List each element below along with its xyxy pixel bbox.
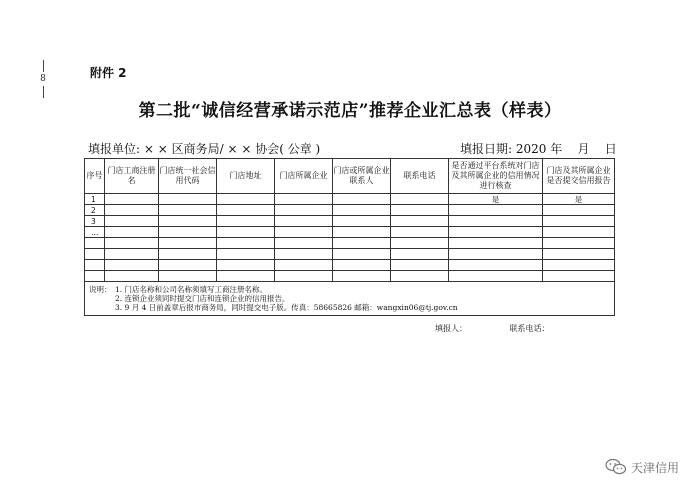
table-cell	[391, 205, 449, 216]
table-cell	[543, 216, 615, 227]
table-cell	[275, 249, 333, 260]
table-cell	[105, 249, 159, 260]
row-index-cell	[85, 249, 105, 260]
table-cell	[275, 216, 333, 227]
header-store-address: 门店地址	[217, 159, 275, 194]
table-cell	[391, 271, 449, 282]
table-cell	[105, 227, 159, 238]
note-line-1	[89, 285, 610, 294]
table-cell	[449, 271, 543, 282]
contact-phone-label: 联系电话：	[509, 324, 550, 333]
table-cell	[275, 271, 333, 282]
row-index-cell	[85, 260, 105, 271]
page-number-bar-top	[43, 60, 44, 72]
table-cell	[449, 216, 543, 227]
table-cell	[217, 227, 275, 238]
table-cell	[543, 238, 615, 249]
notes-row	[85, 282, 615, 316]
table-cell	[333, 249, 391, 260]
table-cell	[333, 216, 391, 227]
table-cell	[105, 260, 159, 271]
table-row	[85, 260, 615, 271]
row-index-cell: …	[85, 227, 105, 238]
table-cell	[543, 205, 615, 216]
table-cell	[391, 216, 449, 227]
row-index-cell: 1	[85, 194, 105, 205]
note-line-2	[89, 294, 610, 303]
table-cell	[333, 238, 391, 249]
table-cell	[449, 238, 543, 249]
table-cell	[391, 260, 449, 271]
attachment-label: 附件 2	[90, 66, 127, 80]
table-row	[85, 194, 615, 205]
table-cell	[105, 238, 159, 249]
document-title: 第二批“诚信经营承诺示范店”推荐企业汇总表（样表）	[138, 101, 562, 121]
fill-date: 填报日期: 2020 年 月 日	[460, 142, 617, 156]
table-cell	[159, 271, 217, 282]
table-row	[85, 249, 615, 260]
header-credit-check: 是否通过平台系统对门店及其所属企业的信用情况进行核查	[449, 159, 543, 194]
table-row	[85, 216, 615, 227]
row-index-cell: 2	[85, 205, 105, 216]
note-item-3: 3. 9 月 4 日前盖章后报市商务局，同时提交电子版。传真：58665826 邮箱：wangxin06@tj.gov.cn	[115, 303, 458, 312]
table-row	[85, 238, 615, 249]
table-cell	[543, 249, 615, 260]
row-index-cell: 3	[85, 216, 105, 227]
note-line-3	[89, 303, 610, 312]
table-cell	[543, 227, 615, 238]
table-cell	[217, 238, 275, 249]
table-row	[85, 271, 615, 282]
wechat-icon	[605, 458, 627, 476]
watermark-text: 天津信用	[630, 460, 679, 475]
table-cell	[159, 260, 217, 271]
table-cell	[391, 238, 449, 249]
table-cell	[159, 227, 217, 238]
header-credit-report: 门店及其所属企业是否提交信用报告	[543, 159, 615, 194]
table-cell	[105, 216, 159, 227]
table-cell	[275, 227, 333, 238]
table-cell	[391, 194, 449, 205]
header-contact-person: 门店或所属企业联系人	[333, 159, 391, 194]
fill-unit: 填报单位: × × 区商务局/ × × 协会( 公章 )	[88, 142, 321, 156]
table-cell	[333, 205, 391, 216]
watermark	[605, 458, 679, 476]
notes-cell	[85, 282, 615, 316]
notes-label: 说明：	[89, 285, 112, 294]
table-cell	[391, 249, 449, 260]
table-cell	[275, 238, 333, 249]
page-number: 8	[40, 74, 46, 84]
row-index-cell	[85, 271, 105, 282]
table-cell	[333, 227, 391, 238]
table-cell	[449, 205, 543, 216]
table-cell	[159, 238, 217, 249]
table-cell	[217, 194, 275, 205]
table-cell	[217, 260, 275, 271]
page-number-bar-bottom	[43, 86, 44, 98]
table-cell: 是	[543, 194, 615, 205]
table-cell	[105, 271, 159, 282]
table-cell	[159, 216, 217, 227]
header-store-name: 门店工商注册名	[105, 159, 159, 194]
table-cell	[449, 260, 543, 271]
table-cell	[449, 249, 543, 260]
table-cell	[217, 216, 275, 227]
table-cell	[217, 271, 275, 282]
note-item-2: 2. 连锁企业须同时提交门店和连锁企业的信用报告。	[115, 294, 290, 303]
header-credit-code: 门店统一社会信用代码	[159, 159, 217, 194]
table-cell	[105, 194, 159, 205]
table-cell	[333, 271, 391, 282]
table-cell	[449, 227, 543, 238]
header-index: 序号	[85, 159, 105, 194]
table-cell	[543, 271, 615, 282]
page-number-marker	[38, 60, 48, 98]
table-cell	[159, 194, 217, 205]
table-header-row	[85, 159, 615, 194]
filler-label: 填报人：	[435, 324, 467, 333]
table-cell	[275, 194, 333, 205]
table-cell	[333, 194, 391, 205]
table-cell	[159, 249, 217, 260]
table-cell	[275, 205, 333, 216]
table-row	[85, 227, 615, 238]
table-cell	[217, 205, 275, 216]
signers	[435, 323, 550, 334]
table-cell	[159, 205, 217, 216]
table-row	[85, 205, 615, 216]
table-cell: 是	[449, 194, 543, 205]
table-cell	[391, 227, 449, 238]
header-parent-company: 门店所属企业	[275, 159, 333, 194]
header-phone: 联系电话	[391, 159, 449, 194]
table-cell	[217, 249, 275, 260]
note-item-1: 1. 门店名称和公司名称须填写工商注册名称。	[115, 285, 268, 294]
summary-table	[84, 158, 615, 316]
table-cell	[275, 260, 333, 271]
table-cell	[543, 260, 615, 271]
table-cell	[105, 205, 159, 216]
row-index-cell	[85, 238, 105, 249]
table-cell	[333, 260, 391, 271]
